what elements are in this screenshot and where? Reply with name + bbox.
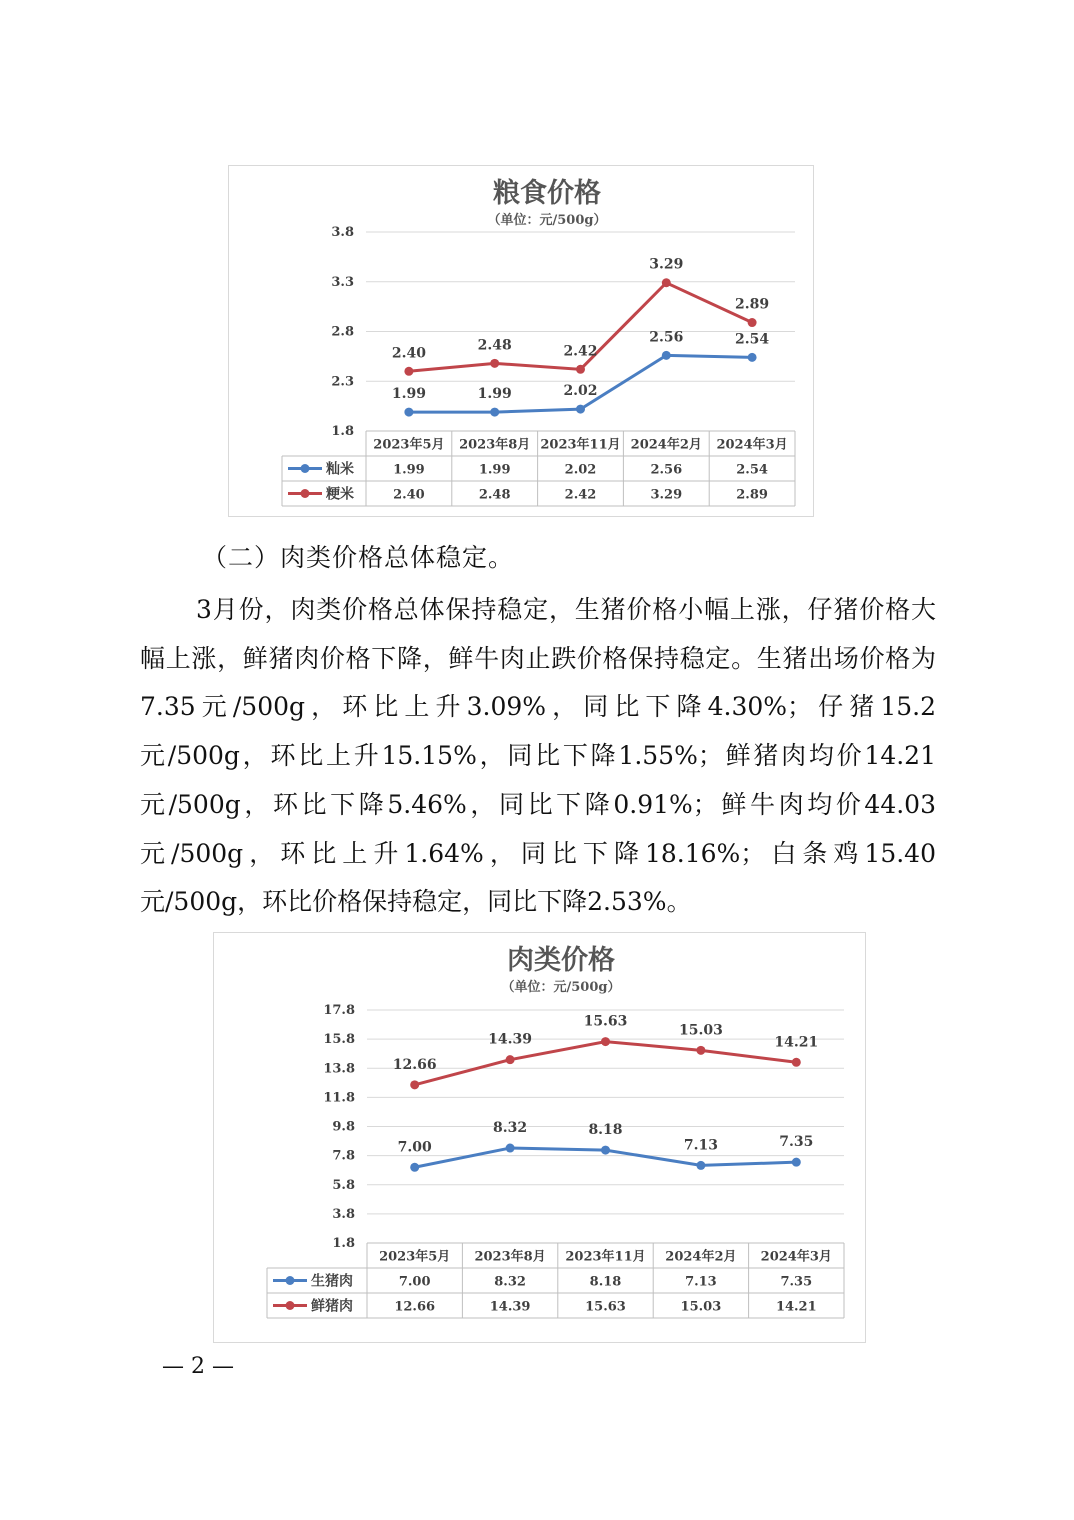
data-label: 12.66 [392,1056,437,1073]
y-tick-label: 3.8 [332,1206,355,1222]
data-point [792,1058,801,1067]
data-label: 14.39 [488,1031,533,1048]
y-tick-label: 3.8 [331,225,354,240]
data-label: 2.54 [735,331,770,348]
table-cell-value: 2.56 [650,462,683,478]
legend-marker-icon [286,1301,295,1310]
chart-subtitle: （单位：元/500g） [501,980,621,995]
data-label: 7.13 [683,1137,718,1154]
legend-marker-icon [301,464,310,473]
data-label: 2.42 [563,343,598,360]
data-point [662,278,671,287]
y-tick-label: 1.8 [332,1236,355,1251]
y-tick-label: 17.8 [323,1003,355,1018]
y-tick-label: 13.8 [323,1061,355,1077]
table-cell-value: 3.29 [650,487,683,503]
table-cell-value: 8.32 [494,1274,526,1290]
category-label: 2023年5月 [379,1249,451,1265]
data-point [410,1080,419,1089]
data-point [792,1158,801,1167]
data-point [404,408,413,417]
y-tick-label: 1.8 [331,424,354,439]
legend-label: 粳米 [326,486,354,503]
y-tick-label: 15.8 [323,1032,355,1048]
chart-title: 肉类价格 [507,945,615,976]
chart-title: 粮食价格 [493,178,601,209]
table-cell-value: 12.66 [394,1299,436,1315]
grain-price-chart [228,165,814,517]
legend-marker-icon [286,1276,295,1285]
legend-label: 生猪肉 [311,1273,353,1290]
data-label: 7.00 [397,1139,432,1156]
data-point [506,1144,515,1153]
y-tick-label: 5.8 [332,1177,355,1193]
data-point [404,367,413,376]
data-point [662,351,671,360]
data-label: 2.02 [563,383,598,400]
data-label: 15.63 [583,1013,628,1030]
data-point [696,1046,705,1055]
data-point [576,405,585,414]
data-label: 15.03 [678,1022,723,1039]
data-point [748,353,757,362]
data-label: 14.21 [774,1034,819,1051]
meat-price-chart [213,932,866,1343]
data-point [601,1146,610,1155]
table-cell-value: 8.18 [589,1274,622,1290]
table-cell-value: 2.42 [564,487,597,503]
data-point [696,1161,705,1170]
y-tick-label: 7.8 [332,1148,355,1164]
data-point [490,359,499,368]
meat-price-chart-svg [214,933,865,1342]
category-label: 2024年3月 [760,1249,832,1265]
table-cell-value: 14.21 [775,1299,817,1315]
data-label: 1.99 [391,386,426,403]
category-label: 2023年8月 [474,1249,546,1265]
body-paragraph: 3月份，肉类价格总体保持稳定，生猪价格小幅上涨，仔猪价格大幅上涨，鲜猪肉价格下降，鲜牛肉止跌价格保持稳定。生猪出场价格为7.35元/500g，环比上升3.09%，同比下降4.30%；仔猪15.2元/500g，环比上升15.15%，同比下降1.55%；鲜猪肉均价14.21元/500g，环比下降5.46%，同比下降0.91%；鲜牛肉均价44.03元/500g，环比上升1.64%，同比下降18.16%；白条鸡15.40元/500g，环比价格保持稳定，同比下降2.53%。 [140,595,936,917]
table-cell-value: 1.99 [478,462,511,478]
table-cell-value: 15.03 [680,1299,722,1315]
data-label: 8.32 [493,1120,528,1137]
data-point [506,1055,515,1064]
table-cell-value: 2.40 [393,487,425,503]
legend-label: 籼米 [326,461,354,478]
legend-marker-icon [301,489,310,498]
grain-price-chart-svg [229,166,813,516]
category-label: 2024年3月 [716,437,788,453]
y-tick-label: 2.8 [331,324,354,340]
y-tick-label: 3.3 [331,274,354,290]
table-cell-value: 15.63 [585,1299,626,1315]
legend-label: 鲜猪肉 [311,1298,353,1315]
table-cell-value: 7.13 [685,1274,717,1290]
series-line-2 [415,1042,797,1085]
table-cell-value: 14.39 [489,1299,531,1315]
data-label: 8.18 [588,1122,623,1139]
table-cell-value: 2.48 [478,487,511,503]
data-label: 2.40 [391,345,426,362]
data-label: 2.56 [649,329,684,346]
table-cell-value: 7.35 [780,1274,813,1290]
data-point [748,318,757,327]
data-label: 3.29 [649,256,684,273]
y-tick-label: 11.8 [323,1090,355,1106]
data-label: 2.48 [477,337,512,354]
y-tick-label: 9.8 [332,1119,355,1135]
data-point [410,1163,419,1172]
table-cell-value: 2.02 [564,462,597,478]
data-table-grid [267,1243,844,1318]
category-label: 2024年2月 [665,1249,737,1265]
category-label: 2023年5月 [373,437,445,453]
chart-subtitle: （单位：元/500g） [487,213,607,228]
y-tick-label: 2.3 [331,374,354,390]
category-label: 2023年11月 [565,1249,646,1265]
data-point [576,365,585,374]
section-heading: （二）肉类价格总体稳定。 [202,543,515,572]
table-cell-value: 2.54 [736,462,768,478]
category-label: 2023年11月 [540,437,621,453]
table-cell-value: 7.00 [398,1274,431,1290]
category-label: 2024年2月 [630,437,702,453]
data-point [601,1037,610,1046]
table-cell-value: 1.99 [393,462,425,478]
page-number: — 2 — [162,1354,234,1379]
data-label: 1.99 [477,386,512,403]
table-cell-value: 2.89 [736,487,768,503]
data-label: 2.89 [735,296,770,313]
data-label: 7.35 [779,1134,814,1151]
category-label: 2023年8月 [459,437,531,453]
data-point [490,408,499,417]
